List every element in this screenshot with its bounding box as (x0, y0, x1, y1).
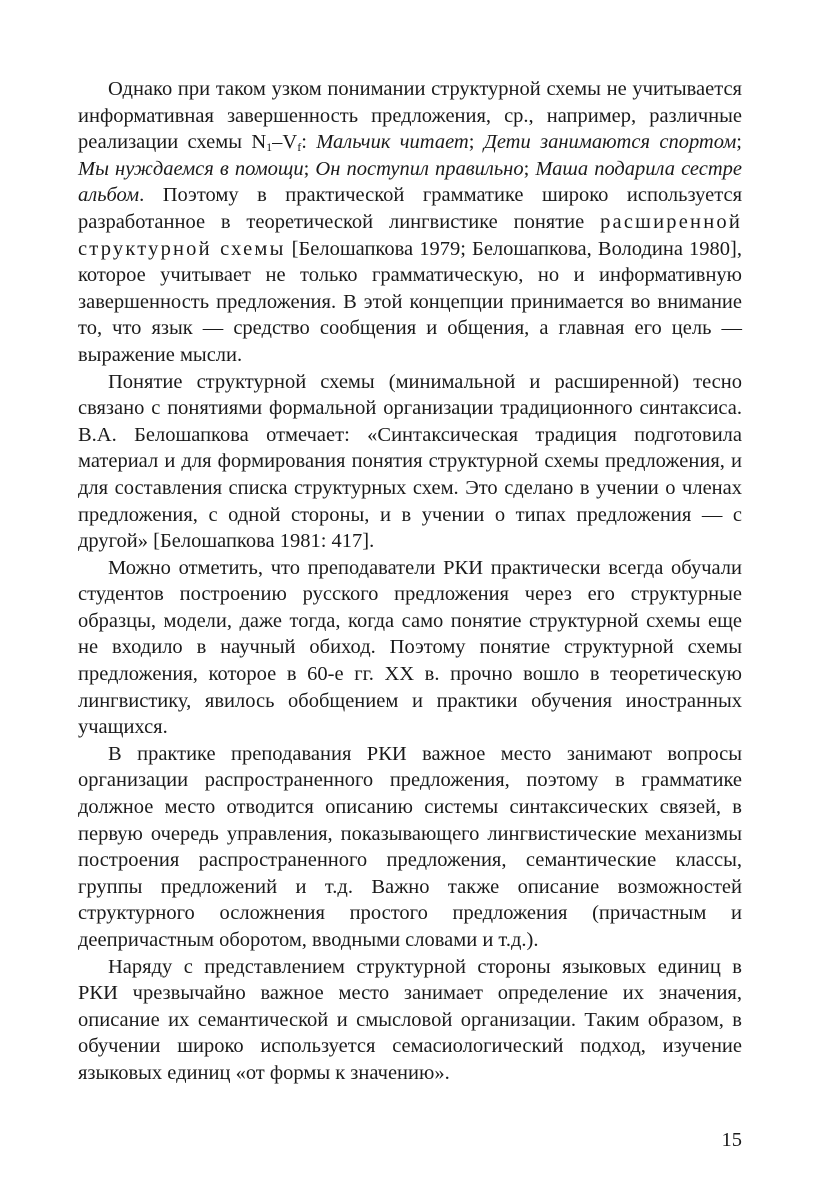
paragraph (78, 555, 742, 741)
italic-example: Он поступил правильно (315, 157, 524, 180)
text-run: –V (272, 131, 298, 154)
text-run: В практике преподавания РКИ важное место занимают вопросы организации распространенного предложения, поэтому в грамматике должное место отводится описанию системы синтаксических связей, в первую очередь управления, показывающего лингвистические механизмы построения распространенного предложения, семантические классы, группы предложений и т.д. Важно также описание возможностей структурного осложнения простого предложения (причастным и деепричастным оборотом, вводными словами и т.д.). (78, 742, 742, 951)
text-run: . Поэтому в практической грамматике широко используется разработанное в теоретической лингвистике понятие (78, 184, 742, 233)
text-run: : (301, 131, 317, 154)
text-run: ; (468, 131, 484, 154)
subscript-text: f (297, 140, 302, 155)
spaced-term: расширенной структурной схемы (78, 210, 742, 260)
page-number: 15 (721, 1129, 742, 1151)
text-run: Наряду с представлением структурной стороны языковых единиц в РКИ чрезвычайно важное место занимает определение их значения, описание их семантической и смысловой организации. Таким образом, в обучении широко используется семасиологический подход, изучение языковых единиц «от формы к значению». (78, 955, 742, 1084)
paragraph (78, 741, 742, 954)
text-run: ; (303, 157, 316, 180)
text-run: Понятие структурной схемы (минимальной и расширенной) тесно связано с понятиями формальной организации традиционного синтаксиса. В.А. Белошапкова отмечает: «Синтаксическая традиция подготовила материал и для формирования понятия структурной схемы предложения, и для составления списка структурных схем. Это сделано в учении о членах предложения, с одной стороны, и в учении о типах предложения — с другой» [Белошапкова 1981: 417]. (78, 370, 742, 553)
italic-example: Мы нуждаемся в помощи (78, 157, 304, 180)
paragraph (78, 369, 742, 555)
italic-example: Маша подарила сестре альбом (78, 157, 742, 207)
body-text (78, 76, 742, 1087)
text-run: ; (736, 131, 742, 154)
paragraph (78, 76, 742, 369)
subscript-text: 1 (266, 140, 273, 155)
italic-example: Дети занимаются спортом (483, 131, 737, 154)
paragraph (78, 954, 742, 1087)
text-run: Однако при таком узком понимании структурной схемы не учитывается информативная завершенность предложения, ср., например, различные реализации схемы N (78, 78, 742, 154)
text-run: ; (523, 157, 536, 180)
text-run: Можно отметить, что преподаватели РКИ практически всегда обучали студентов построению русского предложения через его структурные образцы, модели, даже тогда, когда само понятие структурной схемы еще не входило в научный обиход. Поэтому понятие структурной схемы предложения, которое в 60-е гг. XX в. прочно вошло в теоретическую лингвистику, явилось обобщением и практики обучения иностранных учащихся. (78, 556, 742, 739)
italic-example: Мальчик читает (316, 131, 469, 154)
text-run: [Белошапкова 1979; Белошапкова, Володина 1980], которое учитывает не только грамматическую, но и информативную завершенность предложения. В этой концепции принимается во внимание то, что язык — средство сообщения и общения, а главная его цель — выражение мысли. (78, 237, 742, 366)
